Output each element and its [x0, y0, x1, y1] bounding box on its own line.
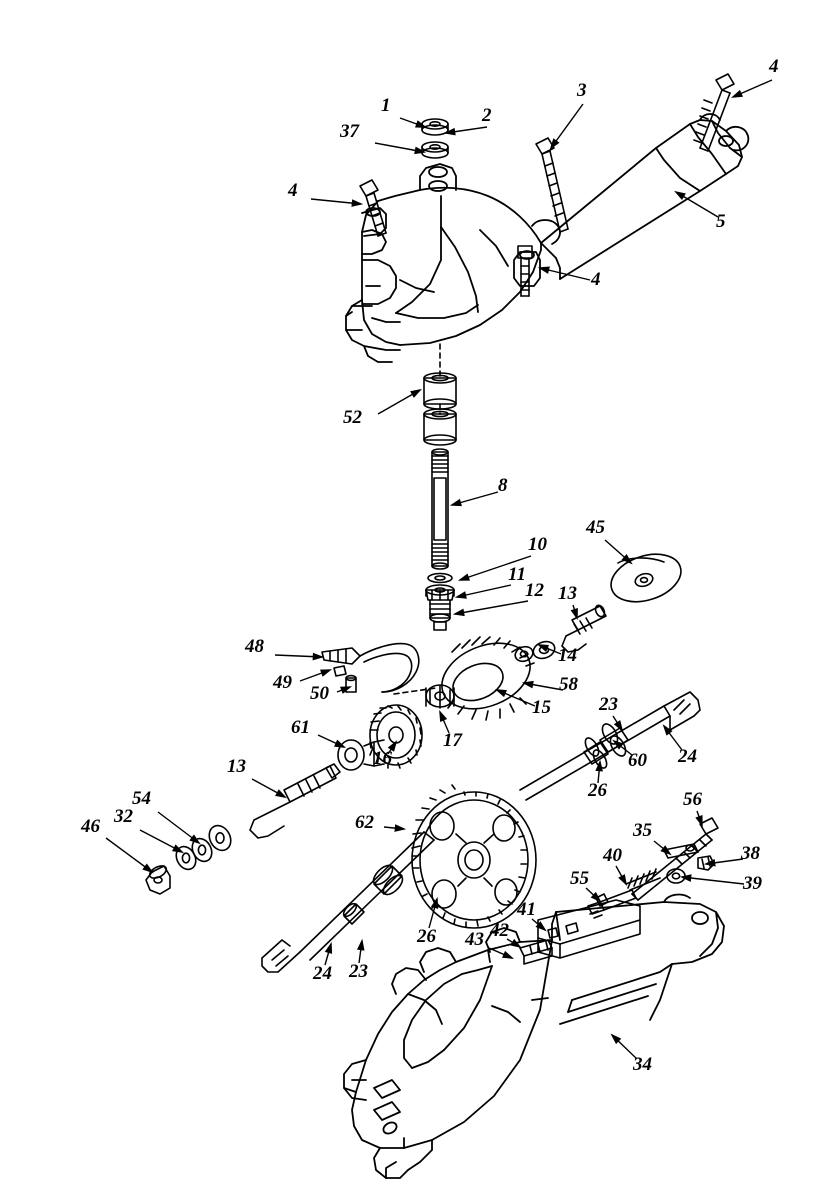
- callout-48: 48: [245, 636, 264, 657]
- callout-60: 60: [628, 750, 647, 771]
- callout-41: 41: [517, 899, 536, 920]
- brake-disc-45: [605, 546, 687, 610]
- callout-49: 49: [273, 672, 292, 693]
- callout-3: 3: [577, 80, 587, 101]
- callout-43: 43: [465, 929, 484, 950]
- callout-37: 37: [340, 121, 359, 142]
- callout-13-left: 13: [227, 756, 246, 777]
- callout-1: 1: [381, 95, 391, 116]
- callout-39: 39: [743, 873, 762, 894]
- callout-23-left: 23: [349, 961, 368, 982]
- callout-58: 58: [559, 674, 578, 695]
- callout-2: 2: [482, 105, 492, 126]
- callout-15: 15: [532, 697, 551, 718]
- callout-12: 12: [525, 580, 544, 601]
- input-shaft-8: [432, 449, 448, 569]
- callout-34: 34: [633, 1054, 652, 1075]
- callout-23-right: 23: [599, 694, 618, 715]
- callout-13-right: 13: [558, 583, 577, 604]
- callout-61: 61: [291, 717, 310, 738]
- callout-5: 5: [716, 211, 726, 232]
- shift-fork-48: [322, 644, 419, 692]
- callout-54: 54: [132, 788, 151, 809]
- fasteners-top: [422, 119, 448, 158]
- lower-housing-part34: [344, 895, 724, 1178]
- bushings-52: [424, 373, 456, 445]
- callout-10: 10: [528, 534, 547, 555]
- callout-24-right: 24: [678, 746, 697, 767]
- callout-4-left: 4: [288, 180, 298, 201]
- bolt-3: [536, 138, 568, 232]
- callout-42: 42: [490, 920, 509, 941]
- callout-46: 46: [81, 816, 100, 837]
- callout-40: 40: [603, 845, 622, 866]
- callout-26-left: 26: [417, 926, 436, 947]
- pinion-assembly: [426, 574, 454, 631]
- callout-32: 32: [114, 806, 133, 827]
- callout-50: 50: [310, 683, 329, 704]
- callout-62: 62: [355, 812, 374, 833]
- callout-17: 17: [443, 730, 462, 751]
- callout-24-left: 24: [313, 963, 332, 984]
- callout-11: 11: [508, 564, 526, 585]
- callout-45: 45: [586, 517, 605, 538]
- callout-8: 8: [498, 475, 508, 496]
- callout-35: 35: [633, 820, 652, 841]
- axle-shaft-left: [262, 832, 434, 972]
- callout-4-center: 4: [591, 269, 601, 290]
- callout-52: 52: [343, 407, 362, 428]
- callout-56: 56: [683, 789, 702, 810]
- callout-14: 14: [558, 645, 577, 666]
- callout-38: 38: [741, 843, 760, 864]
- callout-26-right: 26: [588, 780, 607, 801]
- callout-16: 16: [373, 748, 392, 769]
- callout-4-upper-right: 4: [769, 56, 779, 77]
- brake-shaft-13-left: [146, 764, 340, 894]
- bevel-ring-gear-15: [426, 631, 540, 721]
- callout-55: 55: [570, 868, 589, 889]
